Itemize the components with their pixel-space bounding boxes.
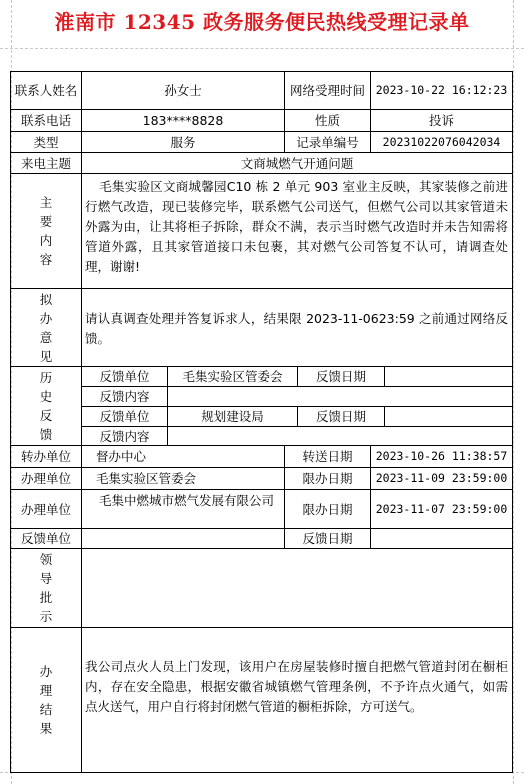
record-no-label: 记录单编号 — [284, 131, 371, 153]
opinion-label-char-1: 拟 — [39, 291, 53, 307]
history-label-char-2: 史 — [39, 389, 53, 404]
feedback-unit-value — [81, 528, 285, 549]
leader-label-char-2: 导 — [39, 571, 53, 586]
leader-label-char-3: 批 — [39, 590, 53, 605]
subject-label: 来电主题 — [10, 152, 82, 174]
content-label-char-2: 要 — [39, 214, 53, 229]
leader-label-char-1: 领 — [39, 552, 53, 567]
history-2-unit: 规划建设局 — [167, 406, 298, 427]
handle-unit-2-value: 毛集中燃城市燃气发展有限公司 — [99, 493, 275, 508]
transfer-unit-label: 转办单位 — [10, 445, 82, 468]
history-2-unit-label: 反馈单位 — [81, 406, 168, 427]
phone-label: 联系电话 — [10, 109, 82, 132]
content-label-char-1: 主 — [39, 195, 53, 210]
handle-unit-1-value: 毛集实验区管委会 — [81, 467, 285, 490]
feedback-date-value — [370, 528, 513, 549]
nature-label: 性质 — [284, 109, 371, 132]
result-label-char-4: 果 — [39, 721, 53, 736]
feedback-date-label: 反馈日期 — [284, 528, 371, 549]
nature-value: 投诉 — [370, 109, 513, 132]
type-value: 服务 — [81, 131, 285, 153]
content-cell — [81, 173, 513, 289]
history-2-date — [384, 406, 513, 427]
opinion-label-char-2: 办 — [39, 310, 53, 326]
history-1-date-label: 反馈日期 — [297, 366, 385, 387]
margin-guide-right — [513, 0, 514, 784]
type-label: 类型 — [10, 131, 82, 153]
receive-time-value: 2023-10-22 16:12:23 — [370, 71, 513, 110]
deadline-1-label: 限办日期 — [284, 467, 371, 490]
opinion-label-char-3: 意 — [39, 329, 53, 345]
transfer-date-value: 2023-10-26 11:38:57 — [370, 445, 513, 468]
deadline-2-value: 2023-11-07 23:59:00 — [370, 489, 513, 529]
phone-value: 183****8828 — [81, 109, 285, 132]
opinion-label — [10, 288, 82, 367]
handle-unit-2-cell — [81, 489, 285, 529]
content-label-char-4: 容 — [39, 252, 53, 267]
transfer-date-label: 转送日期 — [284, 445, 371, 468]
result-label-char-2: 理 — [39, 683, 53, 698]
opinion-cell — [81, 288, 513, 367]
opinion-label-char-4: 见 — [39, 348, 53, 364]
leader-label — [10, 548, 82, 628]
history-2-content — [167, 426, 513, 446]
result-label-char-3: 结 — [39, 702, 53, 717]
history-1-unit: 毛集实验区管委会 — [167, 366, 298, 387]
history-1-date — [384, 366, 513, 387]
history-label-char-4: 馈 — [39, 427, 53, 442]
record-no-value: 20231022076042034 — [370, 131, 513, 153]
result-label — [10, 627, 82, 773]
history-2-content-label: 反馈内容 — [81, 426, 168, 446]
contact-name-value: 孙女士 — [81, 71, 285, 110]
transfer-unit-value: 督办中心 — [81, 445, 285, 468]
margin-guide-top — [0, 48, 524, 49]
handle-unit-2-label: 办理单位 — [10, 489, 82, 529]
handle-unit-1-label: 办理单位 — [10, 467, 82, 490]
history-1-content-label: 反馈内容 — [81, 386, 168, 407]
history-1-unit-label: 反馈单位 — [81, 366, 168, 387]
history-2-date-label: 反馈日期 — [297, 406, 385, 427]
opinion-text: 请认真调查处理并答复诉求人，结果限 2023-11-0623:59 之前通过网络反馈。 — [85, 311, 508, 346]
history-label-char-1: 历 — [39, 370, 53, 385]
result-cell — [81, 627, 513, 773]
receive-time-label: 网络受理时间 — [284, 71, 371, 110]
leader-label-char-4: 示 — [39, 609, 53, 624]
deadline-2-label: 限办日期 — [284, 489, 371, 529]
result-text: 我公司点火人员上门发现，该用户在房屋装修时擅自把燃气管道封闭在橱柜内，存在安全隐患，根据安徽省城镇燃气管理条例，不予许点火通气，如需点火送气，用户自行将封闭燃气管道的橱柜拆除，方可送气。 — [85, 659, 508, 714]
contact-name-label: 联系人姓名 — [10, 71, 82, 110]
history-1-content — [167, 386, 513, 407]
deadline-1-value: 2023-11-09 23:59:00 — [370, 467, 513, 490]
result-label-char-1: 办 — [39, 664, 53, 679]
subject-value: 文商城燃气开通问题 — [81, 152, 513, 174]
content-label — [10, 173, 82, 289]
document-title: 淮南市 12345 政务服务便民热线受理记录单 — [54, 10, 470, 34]
history-label — [10, 366, 82, 446]
history-label-char-3: 反 — [39, 408, 53, 423]
feedback-unit-label: 反馈单位 — [10, 528, 82, 549]
content-text: 毛集实验区文商城馨园C10 栋 2 单元 903 室业主反映，其家装修之前进行燃气改造，现已装修完毕，联系燃气公司送气，但燃气公司以其家管道未外露为由，让其将柜子拆除，群众不满，表示当时燃气改造时并未告知需将管道外露，且其家管道接口未包裹，其对燃气公司答复不认可，请调查处理，谢谢! — [85, 179, 508, 274]
content-label-char-3: 内 — [39, 233, 53, 248]
leader-value — [81, 548, 513, 628]
